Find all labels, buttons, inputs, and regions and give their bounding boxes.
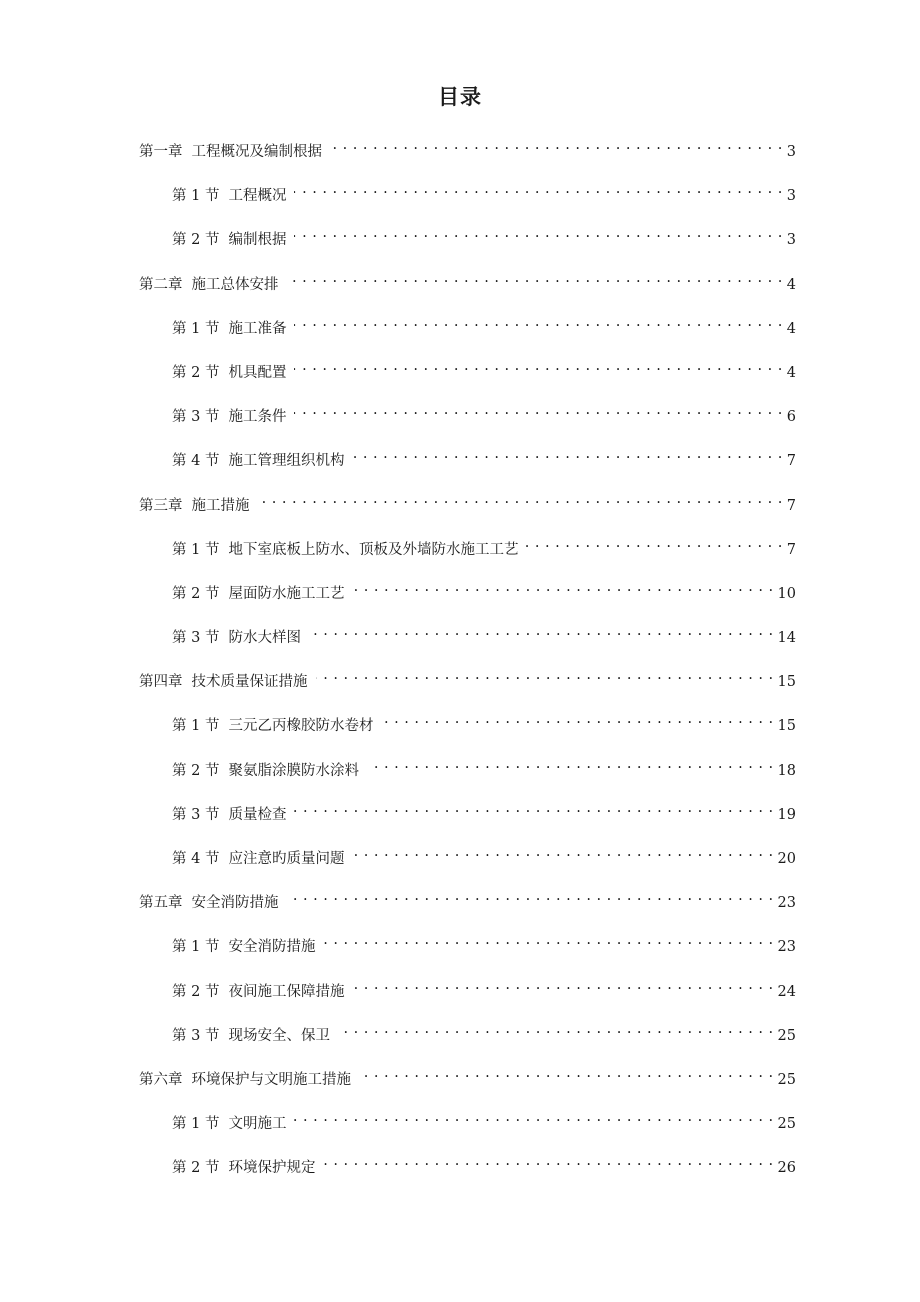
toc-entry-number: 第 1 节 [172,939,220,956]
toc-entry-row [172,355,796,381]
toc-entry-number: 第五章 [139,895,183,912]
toc-section-entry[interactable] [0,526,920,570]
toc-dot-leader [294,178,782,200]
toc-section-entry[interactable] [0,172,920,216]
toc-entry-number: 第 4 节 [172,851,220,867]
toc-entry-number: 第 3 节 [172,806,220,823]
toc-entry-number: 第 3 节 [172,409,220,426]
toc-section-entry[interactable] [0,835,920,879]
toc-entry-page-number: 18 [777,762,796,779]
toc-entry-page-number: 3 [786,232,796,249]
toc-dot-leader [294,311,782,333]
toc-dot-leader [352,443,782,465]
toc-entry-label: 施工条件 [228,409,287,426]
toc-dot-leader [338,1018,774,1040]
toc-entry-label: 环境保护规定 [228,1160,316,1177]
toc-entry-row [172,753,796,779]
toc-entry-page-number: 7 [786,453,796,470]
toc-entry-label: 聚氨脂涂膜防水涂料 [228,762,359,779]
toc-dot-leader [359,1062,774,1084]
toc-entry-label: 技术质量保证措施 [191,674,308,691]
toc-entry-row [139,664,796,691]
toc-entry-row [139,885,796,912]
toc-entry-label: 三元乙丙橡胶防水卷材 [228,718,374,735]
toc-section-entry[interactable] [0,702,920,746]
toc-entry-label: 地下室底板上防水、顶板及外墙防水施工工艺 [228,541,519,558]
toc-entry-label: 防水大样图 [228,630,301,647]
toc-entry-page-number: 7 [786,541,796,558]
toc-entry-number: 第六章 [139,1071,183,1088]
toc-dot-leader [323,1150,773,1172]
toc-section-entry[interactable] [0,437,920,481]
toc-entry-row [172,1150,796,1177]
toc-entry-label: 安全消防措施 [228,939,316,956]
toc-entry-label: 质量检查 [228,806,287,823]
toc-entry-number: 第 3 节 [172,1027,220,1044]
toc-section-entry[interactable] [0,216,920,260]
toc-entry-label: 安全消防措施 [191,895,279,912]
toc-entry-number: 第 2 节 [172,364,220,381]
toc-entry-page-number: 15 [777,718,796,735]
toc-dot-leader [381,708,773,730]
toc-section-entry[interactable] [0,349,920,393]
toc-entry-number: 第 1 节 [172,718,220,735]
toc-section-entry[interactable] [0,1100,920,1144]
toc-entry-number: 第 4 节 [172,453,220,470]
toc-entry-page-number: 15 [777,674,796,691]
toc-entry-row [172,1106,796,1133]
toc-entry-label: 工程概况 [228,188,287,205]
toc-entry-page-number: 23 [777,895,796,912]
toc-entry-label: 工程概况及编制根据 [191,144,322,160]
toc-section-entry[interactable] [0,968,920,1012]
toc-entry-label: 夜间施工保障措施 [228,983,345,1000]
toc-entry-page-number: 4 [786,364,796,381]
toc-section-entry[interactable] [0,570,920,614]
toc-entry-page-number: 20 [777,851,796,867]
toc-entry-page-number: 25 [777,1116,796,1133]
toc-entry-row [172,929,796,956]
toc-entry-number: 第 2 节 [172,232,220,249]
toc-dot-leader [352,576,773,598]
toc-entry-label: 施工措施 [191,497,250,514]
toc-entry-number: 第一章 [139,144,183,160]
toc-entry-row [139,134,796,160]
toc-entry-page-number: 26 [777,1160,796,1177]
toc-section-entry[interactable] [0,791,920,835]
toc-dot-leader [323,929,773,951]
toc-entry-page-number: 14 [777,630,796,647]
toc-dot-leader [294,797,773,819]
toc-entry-row [139,488,796,514]
toc-dot-leader [294,399,782,421]
toc-dot-leader [258,488,783,510]
toc-dot-leader [352,974,773,996]
toc-section-entry[interactable] [0,747,920,791]
toc-chapter-entry[interactable] [0,482,920,526]
toc-entry-row [172,797,796,823]
toc-section-entry[interactable] [0,305,920,349]
toc-entry-page-number: 23 [777,939,796,956]
toc-entry-row [139,1062,796,1088]
toc-entry-label: 现场安全、保卫 [228,1027,330,1044]
toc-entry-number: 第 2 节 [172,585,220,602]
toc-dot-leader [287,885,774,907]
toc-entry-number: 第三章 [139,497,183,514]
toc-dot-leader [294,355,782,377]
toc-entry-label: 编制根据 [228,232,287,249]
toc-entry-number: 第 1 节 [172,188,220,205]
toc-entry-page-number: 3 [786,144,796,160]
toc-entry-page-number: 24 [777,983,796,1000]
toc-entry-number: 第二章 [139,276,183,293]
toc-entry-label: 应注意旳质量问题 [228,851,345,867]
toc-dot-leader [352,841,773,863]
toc-entry-page-number: 10 [777,585,796,602]
toc-entry-row [172,532,796,558]
toc-entry-page-number: 7 [786,497,796,514]
toc-entry-label: 环境保护与文明施工措施 [191,1071,351,1088]
toc-entry-row [172,620,796,647]
toc-dot-leader [294,1106,773,1128]
toc-entry-row [172,1018,796,1044]
toc-entry-page-number: 3 [786,188,796,205]
toc-entry-page-number: 25 [777,1027,796,1044]
toc-section-entry[interactable] [0,1144,920,1188]
toc-entry-row [139,267,796,293]
toc-entry-number: 第 2 节 [172,762,220,779]
toc-entry-number: 第四章 [139,674,183,691]
toc-entry-number: 第 1 节 [172,1116,220,1133]
toc-chapter-entry[interactable] [0,879,920,923]
toc-entry-row [172,178,796,205]
toc-dot-leader [330,134,783,156]
toc-entry-number: 第 1 节 [172,541,220,558]
toc-entry-number: 第 2 节 [172,1160,220,1177]
toc-entry-number: 第 3 节 [172,630,220,647]
toc-section-entry[interactable] [0,393,920,437]
toc-chapter-entry[interactable] [0,128,920,172]
toc-section-entry[interactable] [0,923,920,967]
toc-entry-label: 机具配置 [228,364,287,381]
toc-entry-row [172,841,796,867]
toc-chapter-entry[interactable] [0,1056,920,1100]
toc-chapter-entry[interactable] [0,261,920,305]
toc-entry-row [172,576,796,602]
toc-section-entry[interactable] [0,614,920,658]
toc-entry-number: 第 1 节 [172,320,220,337]
toc-entry-row [172,443,796,470]
table-of-contents [0,128,920,1189]
toc-entry-row [172,311,796,337]
toc-entry-row [172,708,796,735]
toc-dot-leader [294,222,782,244]
toc-entry-label: 屋面防水施工工艺 [228,585,345,602]
toc-entry-label: 施工总体安排 [191,276,279,293]
toc-entry-page-number: 4 [786,320,796,337]
toc-entry-label: 施工管理组织机构 [228,453,345,470]
toc-section-entry[interactable] [0,1012,920,1056]
toc-dot-leader [287,267,783,289]
toc-dot-leader [526,532,782,554]
toc-entry-page-number: 6 [786,409,796,426]
toc-entry-row [172,399,796,426]
toc-entry-page-number: 4 [786,276,796,293]
toc-entry-page-number: 19 [777,806,796,823]
toc-entry-number: 第 2 节 [172,983,220,1000]
toc-dot-leader [316,664,774,686]
toc-chapter-entry[interactable] [0,658,920,702]
toc-entry-row [172,974,796,1000]
toc-entry-label: 文明施工 [228,1116,287,1133]
toc-entry-page-number: 25 [777,1071,796,1088]
toc-dot-leader [367,753,774,775]
toc-title: 目录 [438,85,482,109]
toc-entry-row [172,222,796,249]
toc-entry-label: 施工准备 [228,320,287,337]
toc-dot-leader [309,620,774,642]
